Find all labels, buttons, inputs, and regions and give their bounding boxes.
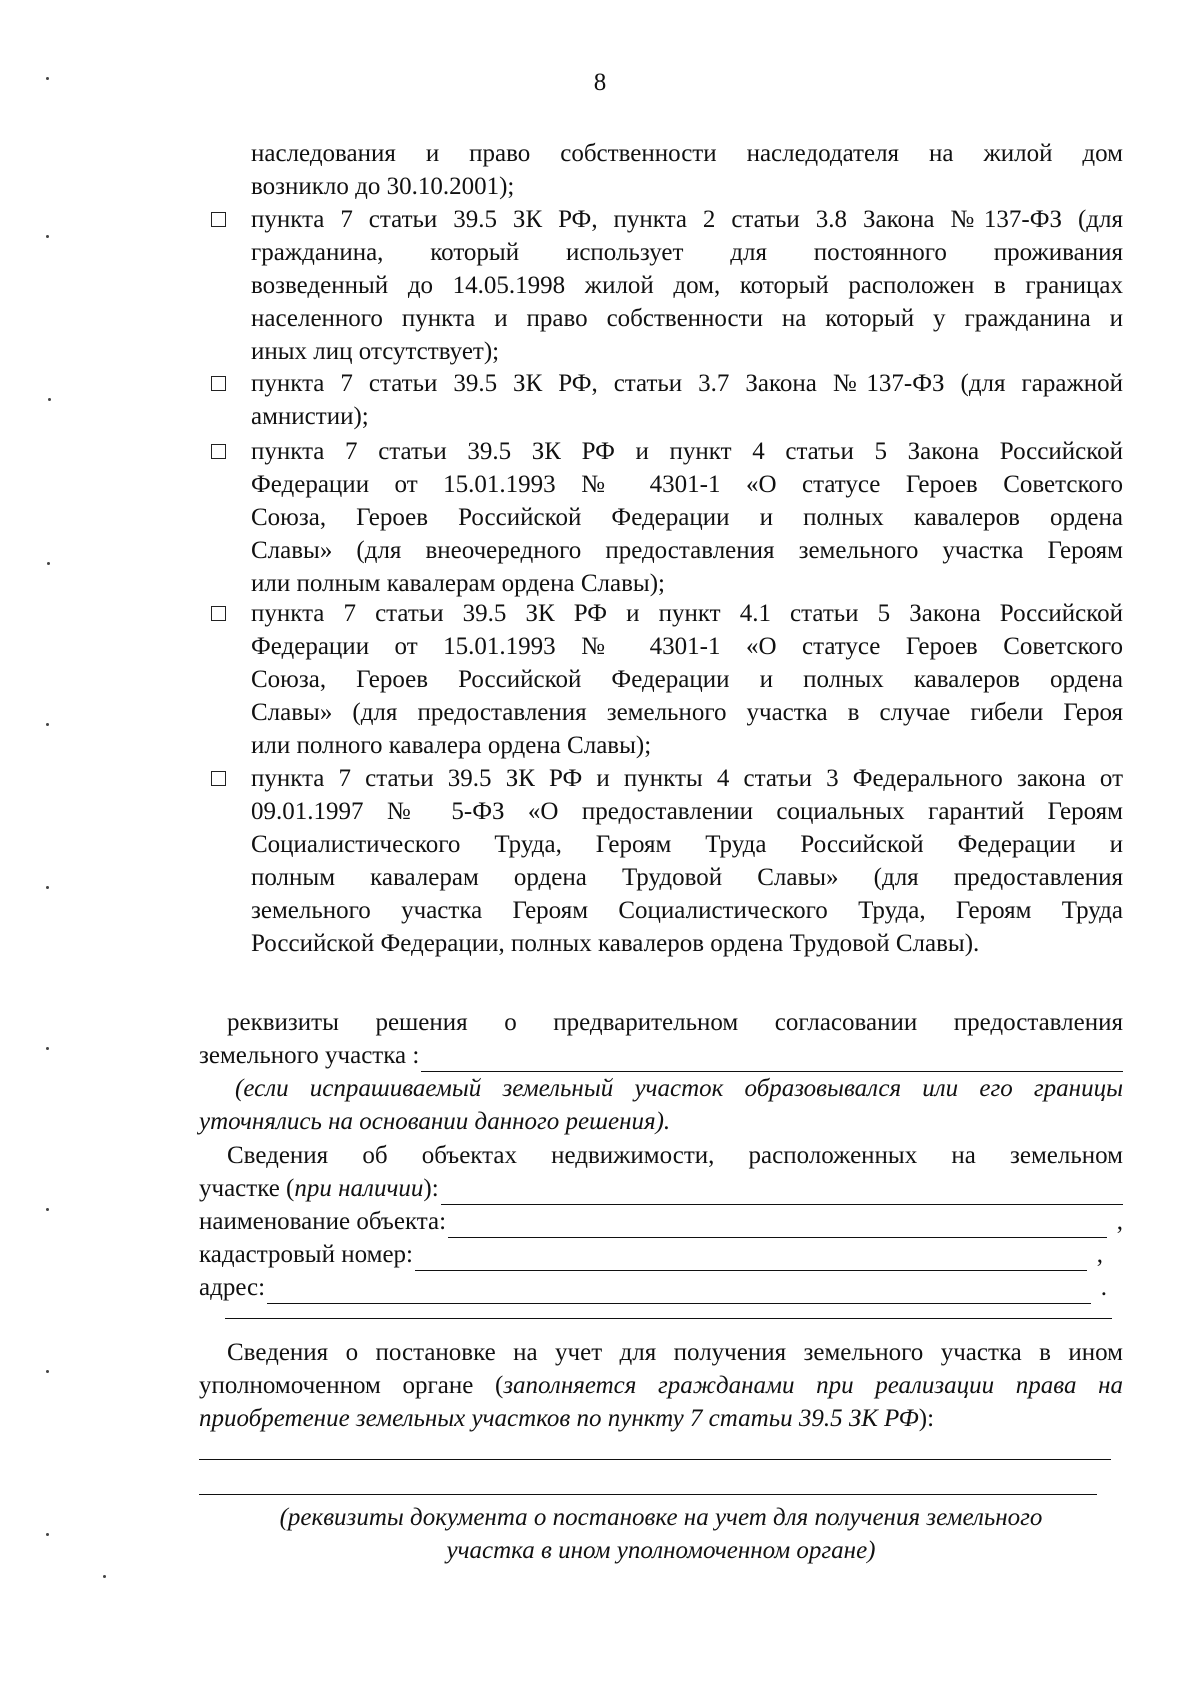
scan-speck bbox=[46, 235, 49, 238]
text-line: амнистии); bbox=[251, 403, 369, 430]
object-name-label: наименование объекта: bbox=[199, 1208, 447, 1235]
text-line: Федерации от 15.01.1993 № 4301-1 «О статусе Героев Советского bbox=[251, 633, 1123, 660]
text-italic: заполняется гражданами при реализации права на bbox=[503, 1372, 1124, 1399]
text-line: Сведения об объектах недвижимости, расположенных на земельном bbox=[227, 1142, 1123, 1169]
decision-label: земельного участка : bbox=[199, 1042, 420, 1069]
text-line: полным кавалерам ордена Трудовой Славы» (для предоставления bbox=[251, 864, 1123, 891]
option-text bbox=[251, 367, 1123, 433]
text-line: возведенный до 14.05.1998 жилой дом, который расположен в границах bbox=[251, 272, 1123, 299]
ground-option-4 bbox=[211, 597, 1123, 762]
text-line bbox=[199, 1402, 1123, 1435]
option-checkbox[interactable] bbox=[211, 606, 226, 621]
registration-caption bbox=[199, 1501, 1123, 1567]
text-plain: уполномоченном органе ( bbox=[199, 1372, 504, 1399]
ground-option-3 bbox=[211, 435, 1123, 600]
label-text: участке ( bbox=[199, 1175, 295, 1202]
ground-option-5 bbox=[211, 762, 1123, 960]
realty-section bbox=[199, 1139, 1123, 1304]
punctuation: , bbox=[1116, 1208, 1123, 1235]
caption-line: (реквизиты документа о постановке на учет для получения земельного bbox=[279, 1504, 1043, 1531]
scan-speck bbox=[46, 1208, 49, 1211]
text-line: Сведения о постановке на учет для получения земельного участка в ином bbox=[227, 1339, 1123, 1366]
text-italic: приобретение земельных участков по пункту 7 статьи 39.5 ЗК РФ bbox=[199, 1405, 919, 1432]
text-line: или полного кавалера ордена Славы); bbox=[251, 732, 652, 759]
text-line: пункта 7 статьи 39.5 ЗК РФ, статьи 3.7 Закона №137-ФЗ (для гаражной bbox=[251, 370, 1123, 397]
note-line: (если испрашиваемый земельный участок образовывался или его границы bbox=[235, 1075, 1123, 1102]
text-line: 09.01.1997 № 5-ФЗ «О предоставлении социальных гарантий Героям bbox=[251, 798, 1123, 825]
option-text bbox=[251, 203, 1123, 368]
scan-speck bbox=[103, 1575, 106, 1578]
scan-speck bbox=[46, 1533, 49, 1536]
scan-speck bbox=[46, 723, 49, 726]
decision-field-row bbox=[199, 1039, 1123, 1072]
punctuation: . bbox=[1100, 1274, 1107, 1301]
note-line: уточнялись на основании данного решения). bbox=[199, 1108, 671, 1135]
text-line: земельного участка Героям Социалистического Труда, Героям Труда bbox=[251, 897, 1123, 924]
text-line: пункта 7 статьи 39.5 ЗК РФ и пункты 4 статьи 3 Федерального закона от bbox=[251, 765, 1123, 792]
text-line bbox=[199, 1369, 1123, 1402]
page-number: 8 bbox=[593, 69, 607, 96]
realty-presence-row bbox=[199, 1172, 1123, 1205]
address-label: адрес: bbox=[199, 1274, 266, 1301]
text-line: Славы» (для предоставления земельного участка в случае гибели Героя bbox=[251, 699, 1123, 726]
scan-speck bbox=[48, 398, 51, 401]
registration-input-line[interactable] bbox=[199, 1494, 1097, 1495]
label-text: ): bbox=[423, 1175, 439, 1202]
ground-option-2 bbox=[211, 367, 1123, 433]
scan-speck bbox=[47, 562, 50, 565]
option-text bbox=[251, 762, 1123, 960]
text-line: пункта 7 статьи 39.5 ЗК РФ и пункт 4 статьи 5 Закона Российской bbox=[251, 438, 1123, 465]
registration-input-line[interactable] bbox=[199, 1459, 1111, 1460]
registration-section bbox=[199, 1336, 1123, 1435]
object-name-input-line[interactable] bbox=[448, 1211, 1107, 1238]
text-line: Славы» (для внеочередного предоставления земельного участка Героям bbox=[251, 537, 1123, 564]
text-plain: ): bbox=[918, 1405, 935, 1432]
cadastral-input-line[interactable] bbox=[415, 1244, 1087, 1271]
option-checkbox[interactable] bbox=[211, 771, 226, 786]
option-checkbox[interactable] bbox=[211, 212, 226, 227]
realty-input-line[interactable] bbox=[441, 1178, 1123, 1205]
text-line: пункта 7 статьи 39.5 ЗК РФ и пункт 4.1 статьи 5 Закона Российской bbox=[251, 600, 1123, 627]
scan-speck bbox=[46, 77, 49, 80]
option-checkbox[interactable] bbox=[211, 444, 226, 459]
cadastral-label: кадастровый номер: bbox=[199, 1241, 414, 1268]
object-name-row bbox=[199, 1205, 1123, 1238]
label-italic: при наличии bbox=[294, 1175, 424, 1202]
cadastral-row bbox=[199, 1238, 1123, 1271]
ground-option-1 bbox=[211, 203, 1123, 368]
scan-speck bbox=[46, 1047, 49, 1050]
text-line: населенного пункта и право собственности на который у гражданина и bbox=[251, 305, 1123, 332]
address-continuation-line[interactable] bbox=[225, 1318, 1112, 1319]
text-line: Федерации от 15.01.1993 № 4301-1 «О статусе Героев Советского bbox=[251, 471, 1123, 498]
text-line: или полным кавалерам ордена Славы); bbox=[251, 570, 665, 597]
text-line: наследования и право собственности наследодателя на жилой дом bbox=[251, 140, 1123, 167]
text-line: пункта 7 статьи 39.5 ЗК РФ, пункта 2 статьи 3.8 Закона №137-ФЗ (для bbox=[251, 206, 1123, 233]
text-line: Социалистического Труда, Героям Труда Российской Федерации и bbox=[251, 831, 1123, 858]
text-line: иных лиц отсутствует); bbox=[251, 338, 500, 365]
text-line: возникло до 30.10.2001); bbox=[251, 173, 515, 200]
scan-speck bbox=[46, 886, 49, 889]
text-line: гражданина, который использует для постоянного проживания bbox=[251, 239, 1123, 266]
option-text bbox=[251, 597, 1123, 762]
text-line: Союза, Героев Российской Федерации и полных кавалеров ордена bbox=[251, 504, 1123, 531]
continuation-text bbox=[251, 137, 1123, 203]
address-input-line[interactable] bbox=[267, 1277, 1091, 1304]
decision-section bbox=[199, 1006, 1123, 1138]
decision-input-line[interactable] bbox=[421, 1045, 1123, 1072]
address-row bbox=[199, 1271, 1123, 1304]
option-text bbox=[251, 435, 1123, 600]
caption-line: участка в ином уполномоченном органе) bbox=[446, 1537, 876, 1564]
option-checkbox[interactable] bbox=[211, 376, 226, 391]
text-line: Союза, Героев Российской Федерации и полных кавалеров ордена bbox=[251, 666, 1123, 693]
scan-speck bbox=[46, 1370, 49, 1373]
realty-label bbox=[199, 1172, 439, 1205]
punctuation: , bbox=[1096, 1241, 1103, 1268]
text-line: реквизиты решения о предварительном согласовании предоставления bbox=[227, 1009, 1123, 1036]
text-line: Российской Федерации, полных кавалеров ордена Трудовой Славы). bbox=[251, 930, 980, 957]
